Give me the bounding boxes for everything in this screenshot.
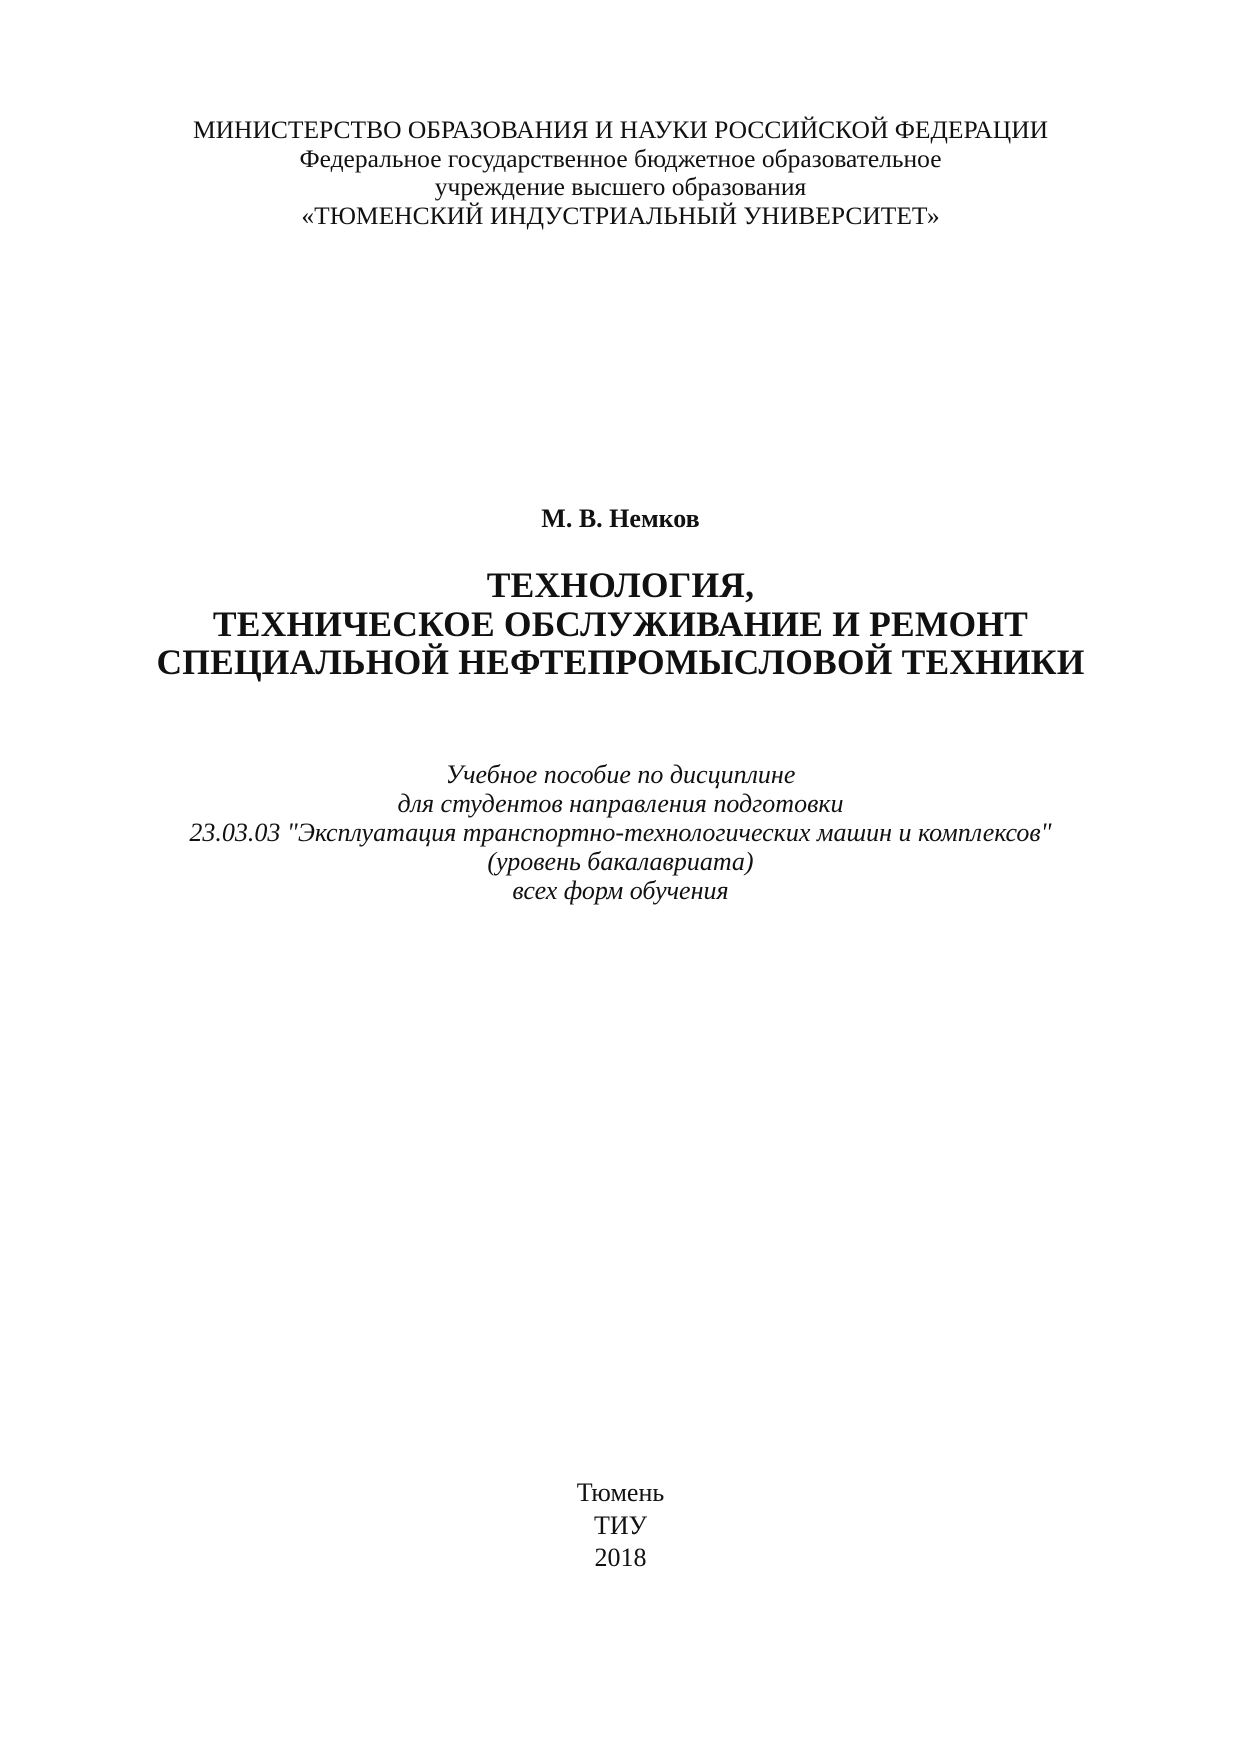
title-line: СПЕЦИАЛЬНОЙ НЕФТЕПРОМЫСЛОВОЙ ТЕХНИКИ <box>156 642 1085 682</box>
subtitle-line: (уровень бакалавриата) <box>487 847 754 876</box>
subtitle-line: для студентов направления подготовки <box>397 789 844 818</box>
subtitle-line: 23.03.03 "Эксплуатация транспортно-технологических машин и комплексов" <box>189 818 1052 847</box>
subtitle-line: Учебное пособие по дисциплине <box>445 760 796 789</box>
author-name: М. В. Немков <box>541 504 700 533</box>
author-block <box>0 504 1241 534</box>
institution-header <box>0 116 1241 230</box>
ministry-line: МИНИСТЕРСТВО ОБРАЗОВАНИЯ И НАУКИ РОССИЙСКОЙ ФЕДЕРАЦИИ <box>192 115 1049 144</box>
book-title <box>0 566 1241 682</box>
imprint-publisher: ТИУ <box>593 1510 648 1540</box>
imprint-year: 2018 <box>594 1543 647 1572</box>
title-line: ТЕХНИЧЕСКОЕ ОБСЛУЖИВАНИЕ И РЕМОНТ <box>212 603 1029 644</box>
subtitle-line: всех форм обучения <box>512 876 729 905</box>
university-name-line: «ТЮМЕНСКИЙ ИНДУСТРИАЛЬНЫЙ УНИВЕРСИТЕТ» <box>301 200 940 230</box>
institution-level-line: учреждение высшего образования <box>434 172 807 201</box>
title-line: ТЕХНОЛОГИЯ, <box>486 565 755 605</box>
imprint-city: Тюмень <box>576 1478 665 1507</box>
institution-type-line: Федеральное государственное бюджетное образовательное <box>299 143 942 173</box>
imprint <box>0 1477 1241 1575</box>
book-subtitle <box>0 760 1241 905</box>
